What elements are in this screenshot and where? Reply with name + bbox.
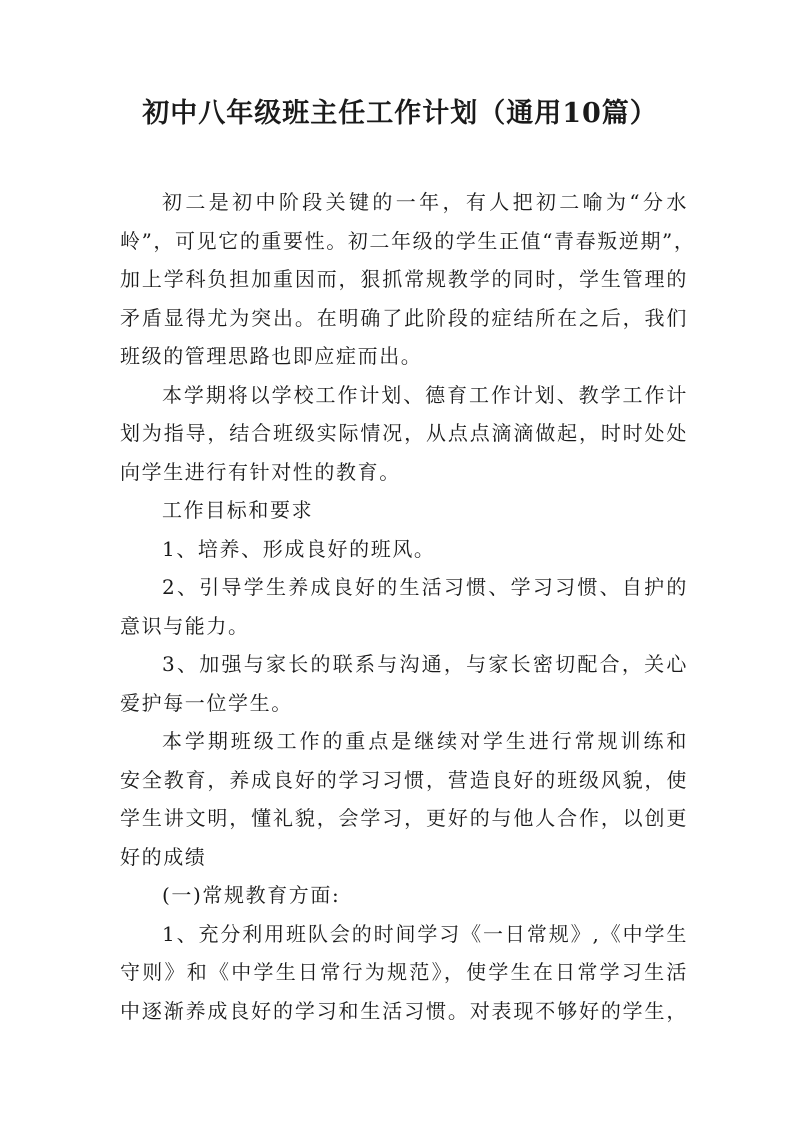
text-line: 矛盾显得尤为突出。在明确了此阶段的症结所在之后，我们 [120,305,688,330]
text-line: 岭”，可见它的重要性。初二年级的学生正值“青春叛逆期”， [120,228,696,253]
text-line: 2、引导学生养成良好的生活习惯、学习习惯、自护的 [162,575,688,599]
text-line: 好的成绩 [120,844,207,869]
text-line: 1、培养、形成良好的班风。 [162,536,436,561]
text-line: 工作目标和要求 [162,498,314,522]
text-line: (一)常规教育方面: [162,883,341,907]
text-line: 守则》和《中学生日常行为规范》，使学生在日常学习生活 [120,960,688,984]
text-line: 中逐渐养成良好的学习和生活习惯。对表现不够好的学生， [120,998,688,1023]
text-line: 向学生进行有针对性的教育。 [120,459,401,484]
text-line: 本学期班级工作的重点是继续对学生进行常规训练和 [162,729,688,753]
text-line: 3、加强与家长的联系与沟通，与家长密切配合，关心 [162,652,688,676]
text-line: 安全教育，养成良好的学习习惯，营造良好的班级风貌，使 [120,767,688,792]
text-line: 班级的管理思路也即应症而出。 [120,344,423,368]
document-body [120,183,696,1030]
text-line: 意识与能力。 [120,613,250,638]
text-line: 划为指导，结合班级实际情况，从点点滴滴做起，时时处处 [120,421,688,445]
text-line: 加上学科负担加重因而，狠抓常规教学的同时，学生管理的 [120,267,688,291]
document-title: 初中八年级班主任工作计划（通用10篇） [142,98,658,129]
text-line: 爱护每一位学生。 [120,690,293,715]
text-line: 本学期将以学校工作计划、德育工作计划、教学工作计 [162,382,688,407]
text-line: 学生讲文明，懂礼貌，会学习，更好的与他人合作，以创更 [120,806,688,830]
text-line: 1、充分利用班队会的时间学习《一日常规》,《中学生 [162,921,688,946]
text-line: 初二是初中阶段关键的一年，有人把初二喻为“分水 [162,190,688,214]
